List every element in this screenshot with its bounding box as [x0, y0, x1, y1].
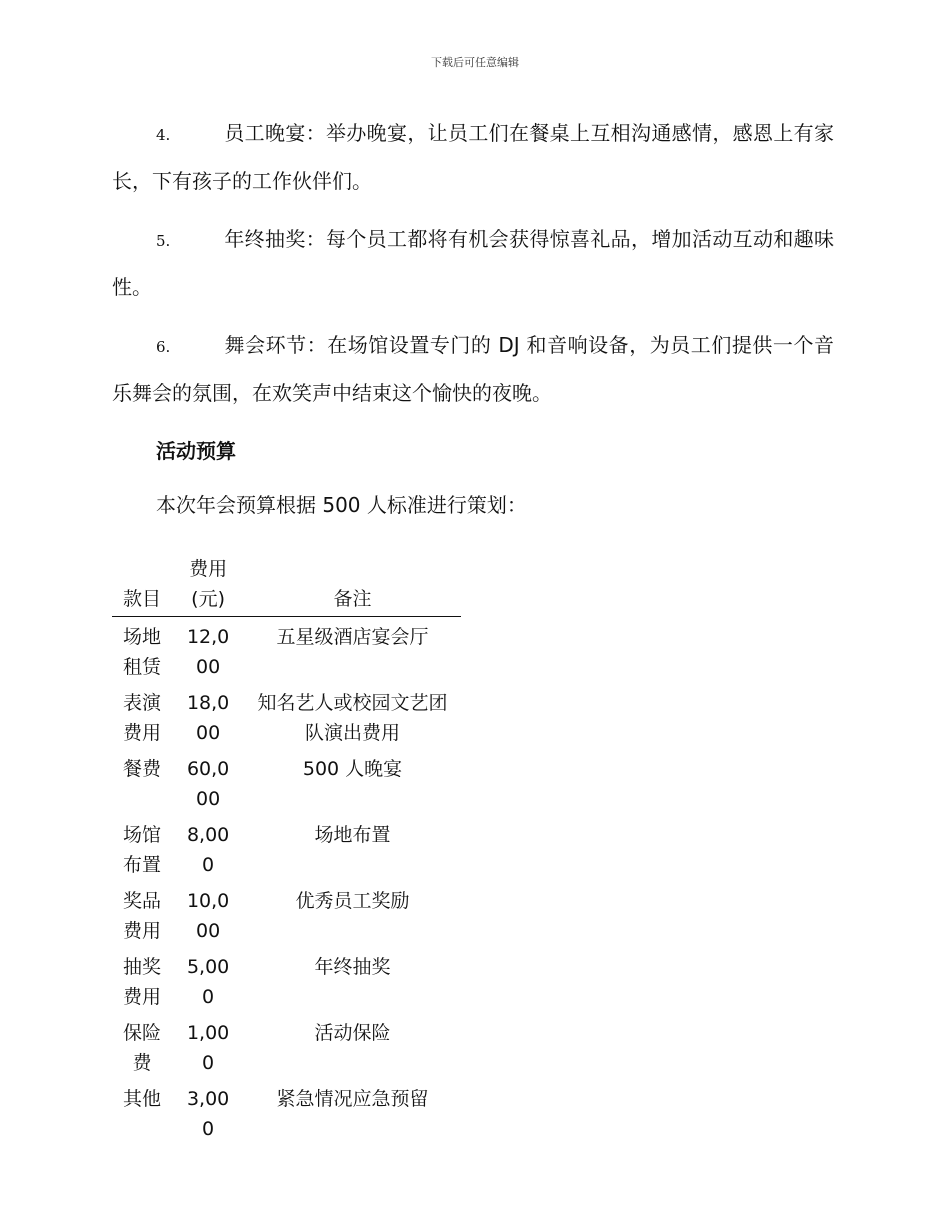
cell-cost — [172, 1013, 244, 1079]
list-text: 员工晚宴：举办晚宴，让员工们在餐桌上互相沟通感情，感恩上有家长，下有孩子的工作伙伴们。 — [112, 121, 834, 193]
cell-item — [112, 617, 172, 684]
cell-item — [112, 749, 172, 815]
cell-item-text: 场馆布置 — [123, 824, 162, 876]
cell-cost — [172, 815, 244, 881]
cell-cost — [172, 881, 244, 947]
column-header-item: 款目 — [112, 554, 172, 617]
table-header-row — [112, 554, 461, 617]
table-row — [112, 1079, 461, 1145]
column-header-cost-text: 费用(元) — [189, 558, 228, 610]
cell-cost — [172, 683, 244, 749]
cell-note: 优秀员工奖励 — [295, 890, 410, 912]
list-item-dance — [112, 322, 834, 416]
cell-cost-text: 60,000 — [186, 758, 230, 810]
cell-note: 知名艺人或校园文艺团队演出费用 — [257, 692, 448, 744]
table-row — [112, 617, 461, 684]
cell-cost-text: 10,000 — [186, 890, 230, 942]
cell-item-text: 抽奖费用 — [123, 956, 162, 1008]
cell-item — [112, 683, 172, 749]
cell-cost-text: 8,000 — [186, 824, 230, 876]
table-row — [112, 881, 461, 947]
cell-item — [112, 947, 172, 1013]
column-header-cost — [172, 554, 244, 617]
page-header-note: 下载后可任意编辑 — [431, 56, 519, 69]
document-body — [112, 110, 834, 1145]
cell-note: 紧急情况应急预留 — [276, 1088, 429, 1110]
table-row — [112, 1013, 461, 1079]
list-text: 年终抽奖：每个员工都将有机会获得惊喜礼品，增加活动互动和趣味性。 — [112, 227, 834, 299]
cell-item — [112, 1013, 172, 1079]
table-row — [112, 947, 461, 1013]
cell-cost — [172, 617, 244, 684]
cell-item-text: 餐费 — [123, 758, 162, 780]
cell-cost-text: 1,000 — [186, 1022, 230, 1074]
list-item-lottery — [112, 216, 834, 310]
section-title: 活动预算 — [156, 439, 236, 463]
cell-cost-text: 5,000 — [186, 956, 230, 1008]
cell-note: 场地布置 — [314, 824, 391, 846]
cell-note: 五星级酒店宴会厅 — [276, 626, 429, 648]
cell-item-text: 保险费 — [123, 1022, 162, 1074]
cell-item — [112, 1079, 172, 1145]
cell-note: 年终抽奖 — [314, 956, 391, 978]
cell-cost-text: 3,000 — [186, 1088, 230, 1140]
table-row — [112, 749, 461, 815]
cell-item-text: 奖品费用 — [123, 890, 162, 942]
cell-note: 活动保险 — [314, 1022, 391, 1044]
budget-intro: 本次年会预算根据 500 人标准进行策划： — [156, 493, 527, 517]
list-number: 6. — [156, 338, 171, 356]
cell-cost — [172, 749, 244, 815]
cell-cost-text: 12,000 — [186, 626, 230, 678]
cell-item — [112, 815, 172, 881]
list-number: 4. — [156, 126, 171, 144]
cell-item-text: 其他 — [123, 1088, 162, 1110]
cell-item-text: 场地租赁 — [123, 626, 162, 678]
cell-item-text: 表演费用 — [123, 692, 162, 744]
cell-note: 500 人晚宴 — [302, 758, 403, 780]
column-header-note: 备注 — [244, 554, 461, 617]
list-number: 5. — [156, 232, 171, 250]
list-text: 舞会环节：在场馆设置专门的 DJ 和音响设备，为员工们提供一个音乐舞会的氛围，在欢笑声中结束这个愉快的夜晚。 — [112, 333, 834, 405]
cell-cost-text: 18,000 — [186, 692, 230, 744]
cell-item — [112, 881, 172, 947]
list-item-dinner — [112, 110, 834, 204]
table-row — [112, 815, 461, 881]
cell-cost — [172, 1079, 244, 1145]
budget-table — [112, 554, 461, 1145]
table-row — [112, 683, 461, 749]
cell-cost — [172, 947, 244, 1013]
